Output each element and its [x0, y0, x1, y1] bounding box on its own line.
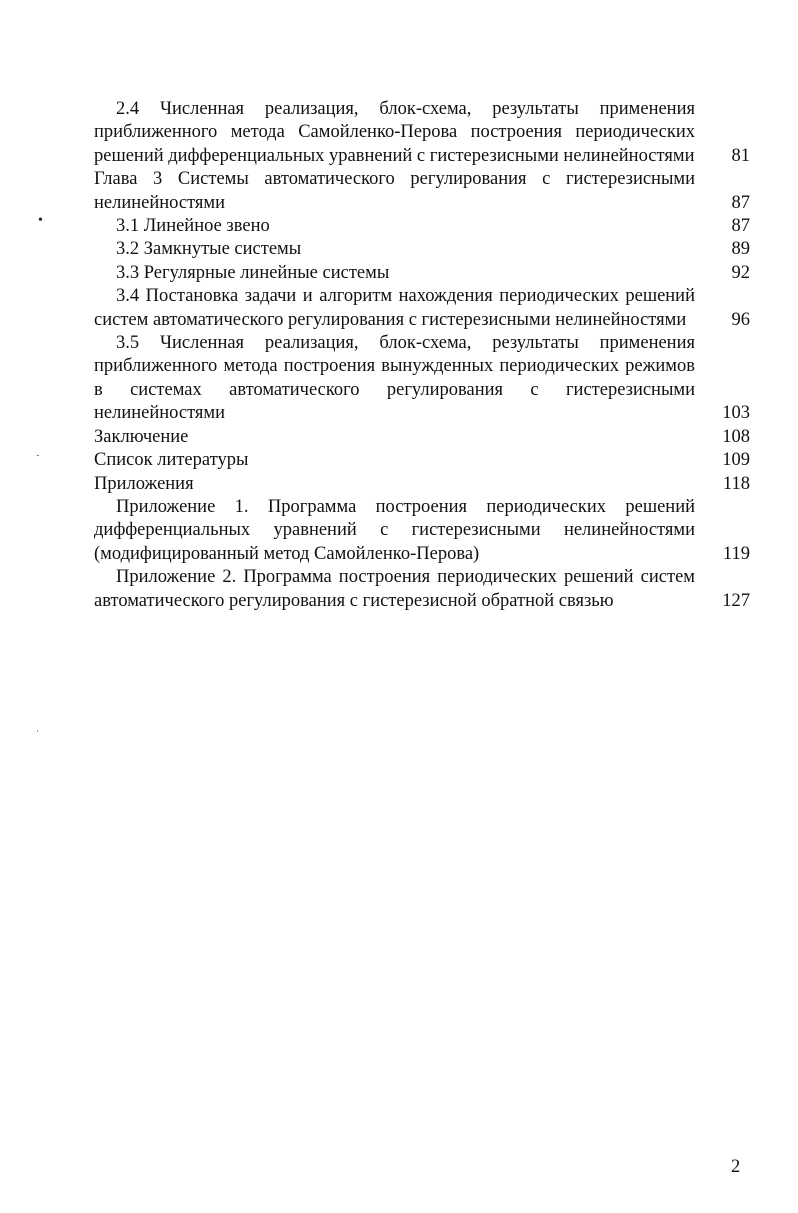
toc-entry-title: Заключение	[94, 426, 189, 447]
scan-speck: •	[38, 213, 43, 228]
scan-speck: ·	[36, 450, 40, 462]
toc-entry[interactable]	[94, 332, 750, 426]
toc-entry[interactable]	[94, 496, 750, 566]
toc-entry[interactable]	[94, 98, 750, 168]
toc-entry-title: 3.5 Численная реализация, блок-схема, результаты применения приближенного метода построения вынужденных периодических режимов в системах автоматического регулирования с гистерезисными нелинейностями	[94, 333, 695, 424]
toc-entry[interactable]	[94, 215, 750, 238]
toc-entry-page: 89	[731, 239, 750, 260]
toc-entry[interactable]	[94, 285, 750, 332]
toc-entry[interactable]	[94, 262, 750, 285]
toc-entry-title: Приложение 2. Программа построения периодических решений систем автоматического регулирования с гистерезисной обратной связью	[94, 567, 695, 611]
toc-entry-page: 109	[722, 450, 750, 471]
toc-entry-page: 96	[731, 309, 750, 330]
toc-entry[interactable]	[94, 426, 750, 449]
toc-entry-page: 92	[731, 262, 750, 283]
toc-entry[interactable]	[94, 168, 750, 215]
page-number: 2	[731, 1157, 741, 1177]
toc-entry-title: Приложение 1. Программа построения периодических решений дифференциальных уравнений с гистерезисными нелинейностями (модифицированный метод Самойленко-Перова)	[94, 496, 695, 564]
toc-entry[interactable]	[94, 473, 750, 496]
toc-entry[interactable]	[94, 449, 750, 472]
toc-entry-title: 3.3 Регулярные линейные системы	[116, 262, 390, 283]
toc-entry-page: 127	[722, 590, 750, 611]
toc-entry-title: 3.1 Линейное звено	[116, 216, 270, 237]
toc-entry-page: 118	[722, 473, 750, 494]
toc-entry-page: 108	[722, 426, 750, 447]
toc-entry-title: Список литературы	[94, 450, 249, 471]
scan-speck: ·	[36, 726, 39, 736]
toc-entry-title: Приложения	[94, 473, 194, 494]
table-of-contents	[94, 98, 750, 613]
toc-entry-page: 103	[722, 403, 750, 424]
toc-entry-title: 3.4 Постановка задачи и алгоритм нахождения периодических решений систем автоматического регулирования с гистерезисными нелинейностями	[94, 286, 695, 330]
toc-entry-page: 87	[731, 192, 750, 213]
toc-entry-page: 87	[731, 216, 750, 237]
toc-entry-title: 2.4 Численная реализация, блок-схема, результаты применения приближенного метода Самойленко-Перова построения периодических решений дифференциальных уравнений с гистерезисными нелинейностями	[94, 99, 695, 166]
toc-entry-title: Глава 3 Системы автоматического регулирования с гистерезисными нелинейностями	[94, 169, 695, 213]
toc-entry-page: 81	[731, 145, 750, 166]
toc-entry-page: 119	[722, 543, 750, 564]
toc-entry[interactable]	[94, 566, 750, 613]
toc-entry-title: 3.2 Замкнутые системы	[116, 239, 302, 260]
toc-entry[interactable]	[94, 238, 750, 261]
